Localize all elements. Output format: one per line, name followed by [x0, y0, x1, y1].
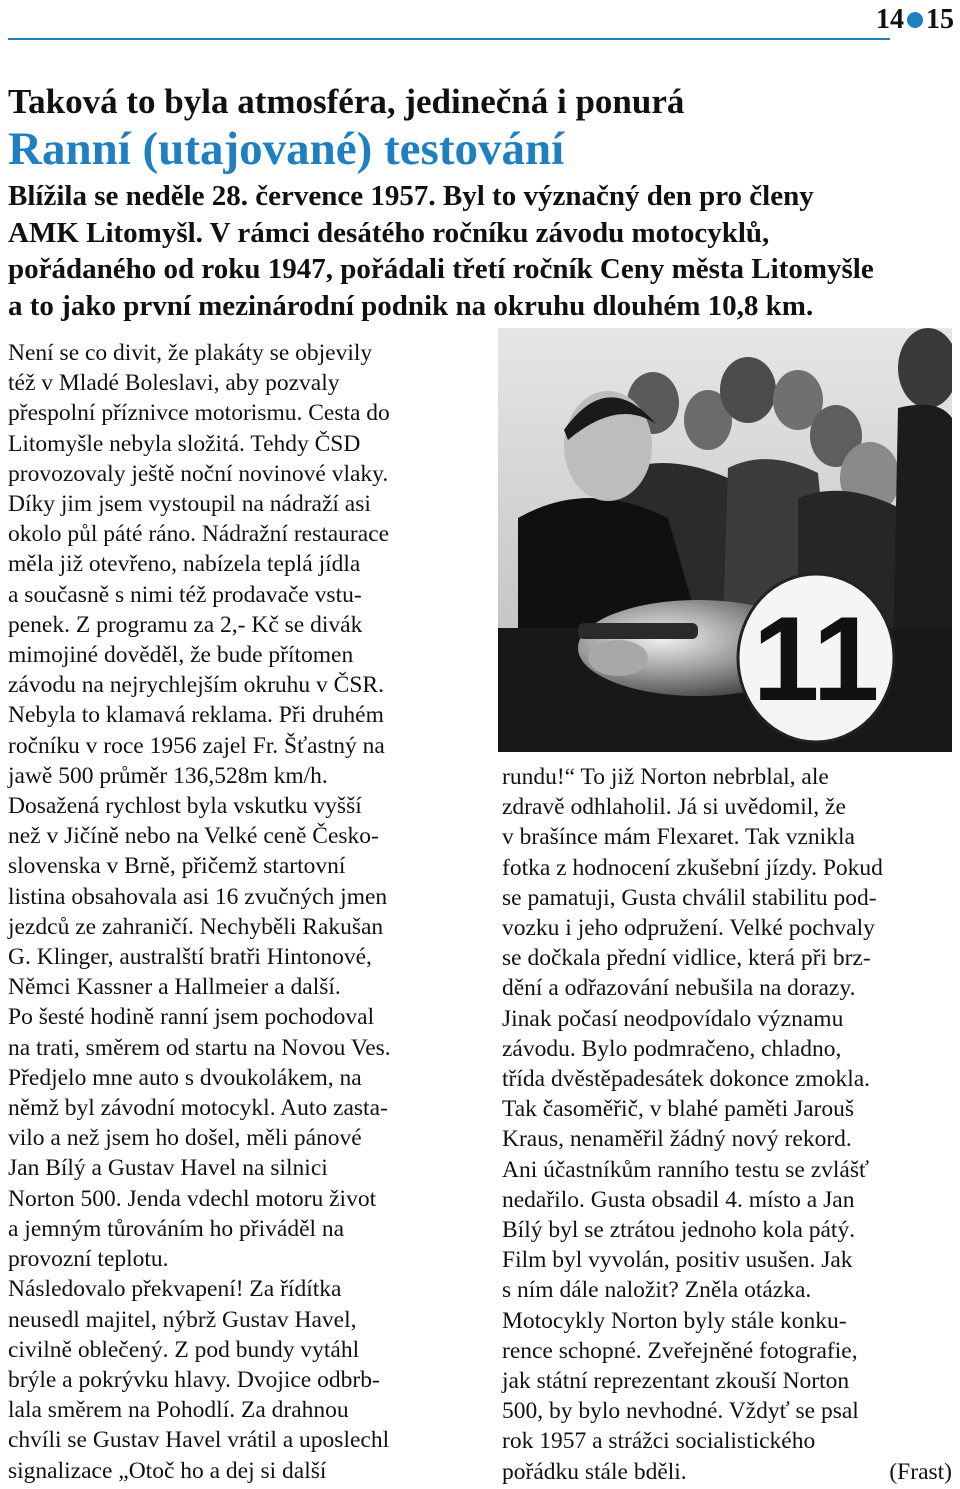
- body-line: provozovaly ještě noční novinové vlaky.: [8, 460, 389, 487]
- body-line: a jemným tůrováním ho přiváděl na: [8, 1215, 345, 1242]
- body-line: a současně s nimi též prodavače vstu-: [8, 581, 362, 608]
- right-page-number: 15: [926, 4, 954, 35]
- body-line: Tak časoměřič, v blahé paměti Jarouš: [502, 1096, 855, 1123]
- body-line: Nebyla to klamavá reklama. Při druhém: [8, 702, 384, 729]
- body-line: Není se co divit, že plakáty se objevily: [8, 340, 373, 366]
- body-line: rence schopné. Zveřejněné fotografie,: [502, 1337, 858, 1364]
- body-line: třída dvěstěpadesátek dokonce zmokla.: [502, 1066, 871, 1093]
- body-line: pořádku stále bděli.: [502, 1458, 687, 1485]
- body-line: penek. Z programu za 2,- Kč se divák: [8, 611, 363, 638]
- body-line: dění a odřazování nebušila na dorazy.: [502, 975, 856, 1002]
- body-line: okolo půl páté ráno. Nádražní restaurace: [8, 521, 390, 548]
- body-line: na trati, směrem od startu na Novou Ves.: [8, 1034, 391, 1061]
- body-line: Bílý byl se ztrátou jednoho kola pátý.: [502, 1217, 856, 1244]
- lede-line: Blížila se neděle 28. července 1957. Byl to význačný den pro členy: [8, 180, 814, 212]
- left-page-number: 14: [876, 4, 904, 35]
- body-line: Litomyšle nebyla složitá. Tehdy ČSD: [8, 430, 361, 457]
- body-line: vozku i jeho odpružení. Velké pochvaly: [502, 915, 875, 942]
- body-line: se pamatuji, Gusta chválil stabilitu pod-: [502, 884, 877, 911]
- body-line: se dočkala přední vidlice, která při brz-: [502, 945, 871, 972]
- article-kicker: Taková to byla atmosféra, jedinečná i ponurá: [8, 82, 685, 121]
- body-line: mimojiné dověděl, že bude přítomen: [8, 642, 354, 669]
- body-last-line: [502, 1457, 952, 1487]
- body-line: Dosažená rychlost byla vskutku vyšší: [8, 793, 362, 820]
- article-lede: [8, 178, 948, 324]
- page-dot-icon: [907, 12, 923, 28]
- body-line: brýle a pokrývku hlavy. Dvojice odbrb-: [8, 1366, 380, 1393]
- body-line: Motocykly Norton byly stále konku-: [502, 1307, 847, 1334]
- body-line: Ani účastníkům ranního testu se zvlášť: [502, 1156, 870, 1183]
- author-signature: (Frast): [889, 1458, 952, 1485]
- body-line: Předjelo mne auto s dvoukolákem, na: [8, 1064, 362, 1091]
- body-line: závodu. Bylo podmračeno, chladno,: [502, 1035, 842, 1062]
- body-line: přespolní příznivce motorismu. Cesta do: [8, 400, 390, 427]
- body-line: též v Mladé Boleslavi, aby pozvaly: [8, 370, 340, 397]
- body-line: provozní teplotu.: [8, 1246, 169, 1273]
- body-line: G. Klinger, australští bratři Hintonové,: [8, 944, 372, 971]
- body-line: měla již otevřeno, nabízela teplá jídla: [8, 551, 361, 578]
- body-line: vilo a než jsem ho došel, měli pánové: [8, 1125, 362, 1152]
- header-rule: [8, 38, 890, 40]
- race-number: 11: [752, 592, 880, 726]
- body-line: signalizace „Otoč ho a dej si další: [8, 1457, 327, 1484]
- article-column-2: [502, 762, 952, 1487]
- body-line: Po šesté hodině ranní jsem pochodoval: [8, 1004, 375, 1031]
- body-line: v brašínce mám Flexaret. Tak vznikla: [502, 824, 855, 851]
- body-line: civilně oblečený. Z pod bundy vytáhl: [8, 1336, 360, 1363]
- body-line: fotka z hodnocení zkušební jízdy. Pokud: [502, 854, 883, 881]
- body-line: Norton 500. Jenda vdechl motoru život: [8, 1185, 377, 1212]
- body-line: Jan Bílý a Gustav Havel na silnici: [8, 1155, 328, 1182]
- body-line: závodu na nejrychlejším okruhu v ČSR.: [8, 672, 384, 699]
- body-line: ročníku v roce 1956 zajel Fr. Šťastný na: [8, 732, 385, 759]
- body-line: jezdců ze zahraničí. Nechyběli Rakušan: [8, 913, 384, 940]
- body-line: Jinak počasí neodpovídalo významu: [502, 1005, 844, 1032]
- article-headline: Ranní (utajované) testování: [8, 123, 565, 175]
- body-line: lala směrem na Pohodlí. Za drahnou: [8, 1397, 349, 1424]
- body-line: jak státní reprezentant zkouší Norton: [502, 1368, 850, 1395]
- body-line: než v Jičíně nebo na Velké ceně Česko-: [8, 823, 379, 850]
- article-photo: [498, 328, 952, 752]
- body-line: Následovalo překvapení! Za řídítka: [8, 1276, 342, 1303]
- body-line: 500, by bylo nevhodné. Vždyť se psal: [502, 1398, 859, 1425]
- body-line: Kraus, nenaměřil žádný nový rekord.: [502, 1126, 852, 1153]
- lede-line: AMK Litomyšl. V rámci desátého ročníku závodu motocyklů,: [8, 216, 770, 249]
- page-numbers: [876, 4, 954, 36]
- body-line: zdravě odhlaholil. Já si uvědomil, že: [502, 794, 846, 821]
- body-line: nedařilo. Gusta obsadil 4. místo a Jan: [502, 1186, 855, 1213]
- body-line: němž byl závodní motocykl. Auto zasta-: [8, 1095, 388, 1122]
- body-line: Díky jim jsem vystoupil na nádraží asi: [8, 491, 371, 518]
- body-line: slovenska v Brně, přičemž startovní: [8, 853, 346, 880]
- body-line: rundu!“ To již Norton nebrblal, ale: [502, 764, 829, 790]
- body-line: chvíli se Gustav Havel vrátil a uposlechl: [8, 1427, 390, 1454]
- body-line: s ním dále naložit? Zněla otázka.: [502, 1277, 812, 1304]
- article-column-1: [8, 338, 478, 1486]
- lede-line: a to jako první mezinárodní podnik na okruhu dlouhém 10,8 km.: [8, 289, 814, 322]
- photo-illustration: [498, 328, 952, 752]
- body-line: neusedl majitel, nýbrž Gustav Havel,: [8, 1306, 357, 1333]
- body-line: Film byl vyvolán, positiv usušen. Jak: [502, 1247, 853, 1274]
- body-line: Němci Kassner a Hallmeier a další.: [8, 974, 341, 1001]
- body-line: listina obsahovala asi 16 zvučných jmen: [8, 883, 388, 910]
- body-line: rok 1957 a strážci socialistického: [502, 1428, 816, 1455]
- body-line: jawě 500 průměr 136,528m km/h.: [8, 762, 328, 789]
- lede-line: pořádaného od roku 1947, pořádali třetí ročník Ceny města Litomyšle: [8, 253, 874, 285]
